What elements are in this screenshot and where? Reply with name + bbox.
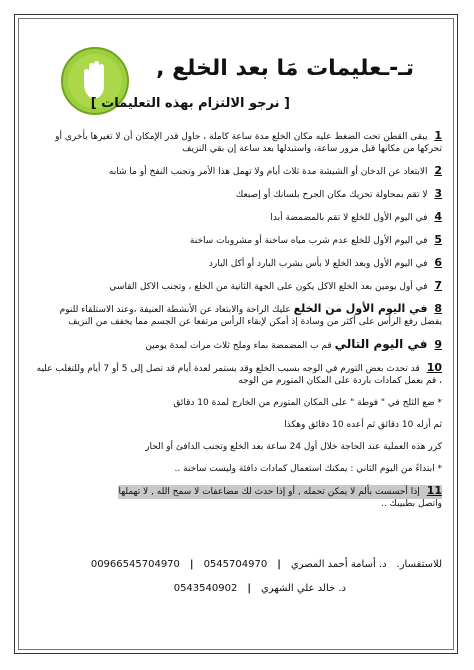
note-2: ثم أزله 10 دقائق ثم أعده 10 دقائق وهكذا (284, 420, 442, 430)
instruction-item-7: 7 في أول يومين بعد الخلع الاكل يكون على الجهة الثانية من الخلع ، وتجنب الاكل القاسي (109, 279, 442, 292)
warning-highlight: 11 إذا أحسست بألم لا يمكن تحمله , أو إذا حدث لك مضاعفات لا سمح الله , لا تهملها (118, 484, 442, 497)
warning-tail: واتصل بطبيبك .. (380, 499, 442, 509)
instruction-item-10: 10 قد تحدث بعض التورم في الوجه بسبب الخلع وقد يستمر لعدة أيام قد تصل إلى 5 أو 7 أيام وللتغلب عليه ، قم بعمل كمادات باردة على المكان المتورم من الوجه (36, 361, 442, 386)
warning-item (36, 485, 442, 510)
contact-label: للاستفسار. (396, 559, 442, 570)
note-1: * ضع الثلج في " فوطة " على المكان المتورم من الخارج لمدة 10 دقائق (173, 398, 442, 408)
doctor-name-1: د. أسامة أحمد المصري (290, 559, 387, 570)
instruction-item-5: 5 في اليوم الأول للخلع عدم شرب مياه ساخنة أو مشروبات ساخنة (189, 233, 442, 246)
contact-row-1: للاستفسار. د. أسامة أحمد المصري | 0545704970 | 00966545704970 (90, 559, 442, 570)
page-title: تـ-ـعليمات مَا بعد الخلع , (156, 56, 414, 81)
doctor-name-2: د. خالد علي الشهري (260, 583, 346, 594)
instruction-item-6: 6 في اليوم الأول وبعد الخلع لا بأس بشرب البارد أو أكل البارد (208, 256, 442, 269)
note-3: كرر هذه العملية عند الحاجة خلال أول 24 ساعة بعد الخلع وتجنب الدافئ أو الحار (145, 442, 442, 452)
instruction-item-2: 2 الابتعاد عن الدخان أو الشيشة مدة ثلاث أيام ولا تهمل هذا الأمر وتجنب النفخ أو ما شابه (108, 164, 442, 177)
phone-1a: 0545704970 (203, 559, 268, 570)
instruction-item-3: 3 لا تقم بمحاولة تحريك مكان الجرح بلسانك أو إصبعك (235, 187, 442, 200)
instruction-item-8: 8 في اليوم الأول من الخلع عليك الراحة والابتعاد عن الأنشطة العنيفة ،وعند الاستلقاء للنوم يفضل رفع الرأس على أكثر من وسادة إذ أمكن لإبقاء الرأس مرتفعا عن الجسم مما يخفف من النزيف (59, 302, 442, 327)
instruction-item-4: 4 في اليوم الأول للخلع لا تقم بالمضمضة أبدا (270, 210, 442, 223)
instruction-item-9: 9 في اليوم التالي قم ب المضمضة بماء وملح ثلاث مرات لمدة يومين (145, 337, 442, 351)
contact-row-2: د. خالد علي الشهري | 0543540902 (173, 583, 346, 594)
contact-section (36, 558, 442, 606)
page-subtitle: [ نرجو الالتزام بهذه التعليمات ] (90, 96, 290, 111)
note-4: * ابتداءً من اليوم الثاني : يمكنك استعمال كمادات دافئة وليست ساخنة .. (174, 464, 442, 474)
phone-2: 0543540902 (173, 583, 238, 594)
instruction-item-1: 1 يبقى القطن تحت الضغط عليه مكان الخلع مدة ساعة كاملة ، حاول قدر الإمكان أن لا تغيرها بأخرى أو تحركها من مكانها قبل مرور ساعة، واستبدلها بعد ساعة إن بقي النزيف (55, 129, 442, 154)
instructions-list (36, 130, 442, 520)
phone-1b: 00966545704970 (90, 559, 180, 570)
